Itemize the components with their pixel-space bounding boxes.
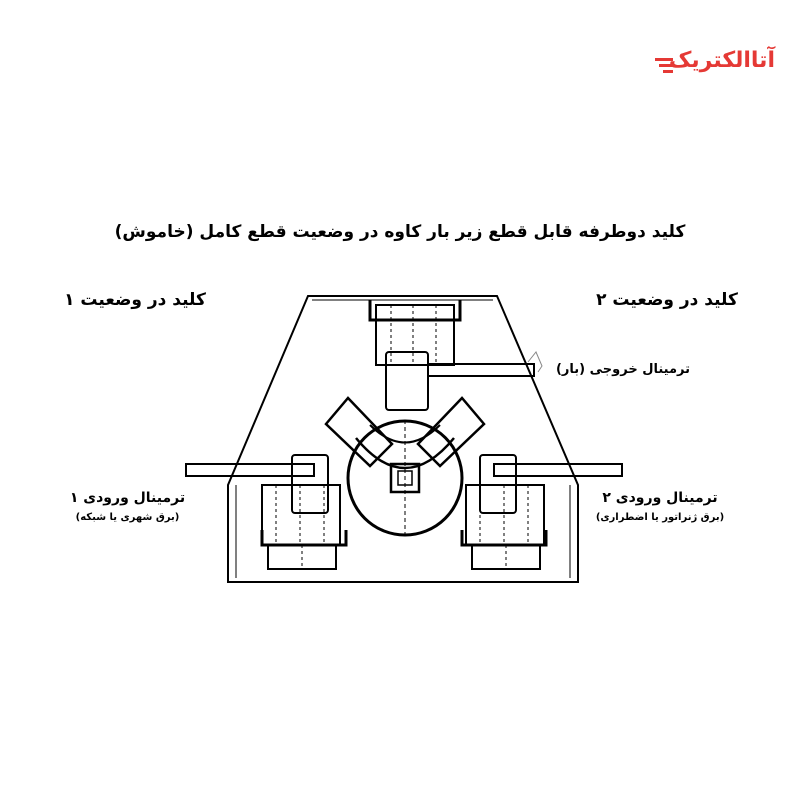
input-bar-1: [186, 464, 314, 476]
logo-text: آتاالکتریک: [668, 48, 775, 73]
input-terminal-1-note: (برق شهری یا شبکه): [75, 512, 180, 523]
rotary-contact: [326, 398, 484, 535]
input-terminal-2-label: ترمینال ورودی ۲: [602, 490, 718, 506]
input-terminal-block-1: [262, 455, 346, 569]
switch-housing: [228, 296, 578, 582]
output-terminal-label: ترمینال خروجی (بار): [555, 362, 690, 377]
state-1-label: کلید در وضعیت ۱: [64, 290, 206, 310]
input-bar-2: [494, 464, 622, 476]
input-terminal-1-label: ترمینال ورودی ۱: [69, 490, 186, 506]
input-terminal-2-note: (برق ژنراتور یا اضطراری): [595, 512, 725, 523]
diagram-title: کلید دوطرفه قابل قطع زیر بار کاوه در وضعیت قطع کامل (خاموش): [114, 222, 686, 242]
input-terminal-block-2: [462, 455, 546, 569]
output-terminal-block: [370, 300, 534, 410]
state-2-label: کلید در وضعیت ۲: [596, 290, 738, 310]
